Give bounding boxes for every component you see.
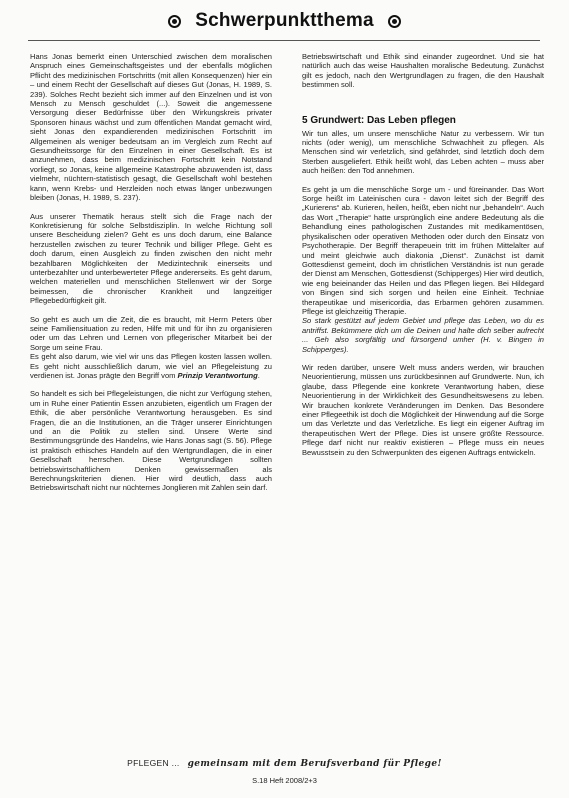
emphasis-text: Prinzip Verantwortung (177, 371, 258, 380)
page-header (0, 8, 569, 34)
footer-slogan-line (0, 758, 569, 769)
paragraph: Wir reden darüber, unsere Welt muss anders werden, wir brauchen Neuorientierung, müssen uns zurückbesinnen auf Grundwerte. Nun, ich glaube, dass Pflegende eine konkrete Verantwortung haben, diese Neuorientierung in der Wirklichkeit des Gesundheitswesens zu leben. Wir brauchen konkrete Veränderungen im Denken. Das Besondere einer Pflegeethik ist doch die Möglichkeit der Hinwendung auf die Sorge um das Verletzte und das Verletzliche. Es liegt ein eigener Auftrag im therapeutischen Wert der Pflege. Dies ist unsere größte Ressource. Pflege darf nicht nur reaktiv existieren – Pflege muss ein neues Bewusstsein zu den Schwerpunkten des eigenen Auftrags entwickeln. (302, 362, 544, 457)
left-column (30, 52, 272, 744)
paragraph: Es geht ja um die menschliche Sorge um - und füreinander. Das Wort Sorge heißt im Lateinischen cura - davon leitet sich der Begriff des „Kurierens“ ab. Kurieren, heilen, heißt, eben nicht nur „behandeln“. Auch das Wort „Therapie“ hatte ursprünglich eine andere Bedeutung als die Behandlung eines pathologischen Zustandes mit medikamentösen, physikalischen oder operativen Methoden oder durch den Einsatz von Psychotherapie. Der Begriff therapeuein tritt im frühen Mittelalter auf und meint gleichwie auch diakonia „Dienst“. Zunächst ist damit Gottesdienst gemeint, doch im christlichen Verständnis ist nun gerade der Dienst am Menschen, Gottesdienst (Schipperges) Hier wird deutlich, wie eng beieinander das Heilen und das Pflegen liegen. Bei Hildegard von Bingen sind sich sorgen und heilen eine Einheit. Techniae therapeutikae und misericordia, das Erbarmen gehören zusammen. Pflege ist gleichzeitig Therapie. (302, 184, 544, 316)
page-number: S.18 Heft 2008/2+3 (252, 776, 317, 785)
paragraph: Hans Jonas bemerkt einen Unterschied zwischen dem moralischen Anspruch eines Gemeinschaftsgeistes und der ebenfalls möglichen Pflicht des medizinischen Fortschritts (mit allen Konsequenzen) hier ein – und einem Recht der Gesellschaft auf dieses Gut (Jonas, H. 1989, S. 239). Solches Recht bezieht sich immer auf den Einzelnen und ist von Mensch zu Mensch geschuldet (...). Soweit die angemessene Versorgung dieser Bedürfnisse über den Wirkungskreis privater Sponsoren hinaus wächst und zum öffentlichen Mandat gemacht wird, sieht Jonas den expandierenden medizinischen Fortschritt im Allgemeinen als weniger bedeutsam an im Vergleich zum Recht auf Gesundheitssorge für den Einzelnen in einer Gesellschaft. Es ist anzunehmen, dass beim medizinischen Fortschritt kein Notstand vorliegt, so Jonas, keine allgemeine Katastrophe abzuwenden ist, dass vielmehr, nüchtern-statistisch gesagt, die Gesellschaft wohl bestehen kann, wenn Krebs- und Herzleiden noch etwas länger unbezwungen bleiben (Jonas, H. 1989, S. 237). (30, 52, 272, 203)
paragraph: So geht es auch um die Zeit, die es braucht, mit Herrn Peters über seine Familiensituation zu reden, Hilfe mit und für ihn zu organisieren oder um das Lehren und Lernen von pflegerischer Mitarbeit bei der Sorge um seine Frau. (30, 314, 272, 352)
quote-paragraph (302, 316, 544, 354)
paragraph: Betriebswirtschaft und Ethik sind einander zugeordnet. Und sie hat natürlich auch das weise Haushalten moralische Bedeutung. Zunächst gilt es jedoch, nach den Wertgrundlagen zu fragen, die den Haushalt bestimmen soll. (302, 52, 544, 90)
right-column (302, 52, 544, 744)
footer-slogan: gemeinsam mit dem Berufsverband für Pflege! (187, 759, 442, 769)
footer-pflegen: PFLEGEN ... (127, 758, 180, 768)
paragraph: Wir tun alles, um unsere menschliche Natur zu verbessern. Wir tun nichts (oder wenig), um menschliche Schwachheit zu pflegen. Als Menschen sind wir verletzlich, sind gefährdet, sind letztlich doch dem Sterben ausgeliefert. Ethik heißt wohl, das Leben achten – muss aber auch heißen: den Tod annehmen. (302, 128, 544, 176)
paragraph: So handelt es sich bei Pflegeleistungen, die nicht zur Verfügung stehen, um in Ruhe einer Patientin Essen anzubieten, eigentlich um Fragen der Ethik, die aber persönliche Verantwortung herausgeben. Es sind Fragen, die an die Institutionen, an die Träger unserer Einrichtungen und an die Politik zu stellen sind. Unsere Werte sind Bestimmungsgründe des Handelns, wie Hans Jonas sagt (S. 56). Pflege ist praktisch ethisches Handeln auf den Wertgrundlagen, die in einer Gesellschaft herrschen. Diese Wertgrundlagen sollten betriebswirtschaftlichem Denken gewissermaßen als Berechnungskriterien dienen. Hier wird deutlich, dass auch Betriebswirtschaft nicht nur nüchternes Jonglieren mit Zahlen sein darf. (30, 389, 272, 493)
section-heading: 5 Grundwert: Das Leben pflegen (302, 114, 456, 126)
target-icon (168, 15, 181, 28)
page-title: Schwerpunktthema (195, 10, 374, 31)
paragraph-text: Es geht also darum, wie viel wir uns das Pflegen kosten lassen wollen. Es geht nicht ausschließlich darum, wie viel an Pflegeleistung zu verdienen ist. Jonas prägte den Begriff vom (30, 352, 272, 380)
quote-text: So stark gestützt auf jedem Gebiet und pflege das Leben, wo du es antriffst. Bekümmere dich um die Deinen und halte dich selber aufrecht ... Geh also sorgfältig und fürsorgend umher (H. v. Bingen in Schipperges). (302, 316, 544, 354)
paragraph (30, 352, 272, 380)
target-icon (388, 15, 401, 28)
paragraph-text: . (257, 371, 260, 380)
paragraph: Aus unserer Thematik heraus stellt sich die Frage nach der Konkretisierung für solche Selbstdisziplin. In welche Richtung soll unsere Bescheidung zielen? Geht es uns doch darum, eine Balance herzustellen zwischen zu teurer Technik und billiger Pflege. Geht es doch darum, einen Ausgleich zu finden zwischen den nicht mehr bezahlbaren Möglichkeiten der Medizintechnik einerseits und unterbezahlter und unterbewerteter Pflege andererseits. Es geht darum, welchen materiellen und menschlichen Stellenwert wir der Sorge beimessen, die chronischer Krankheit und langzeitiger Pflegebedürftigkeit gilt. (30, 211, 272, 306)
header-divider (28, 40, 540, 41)
